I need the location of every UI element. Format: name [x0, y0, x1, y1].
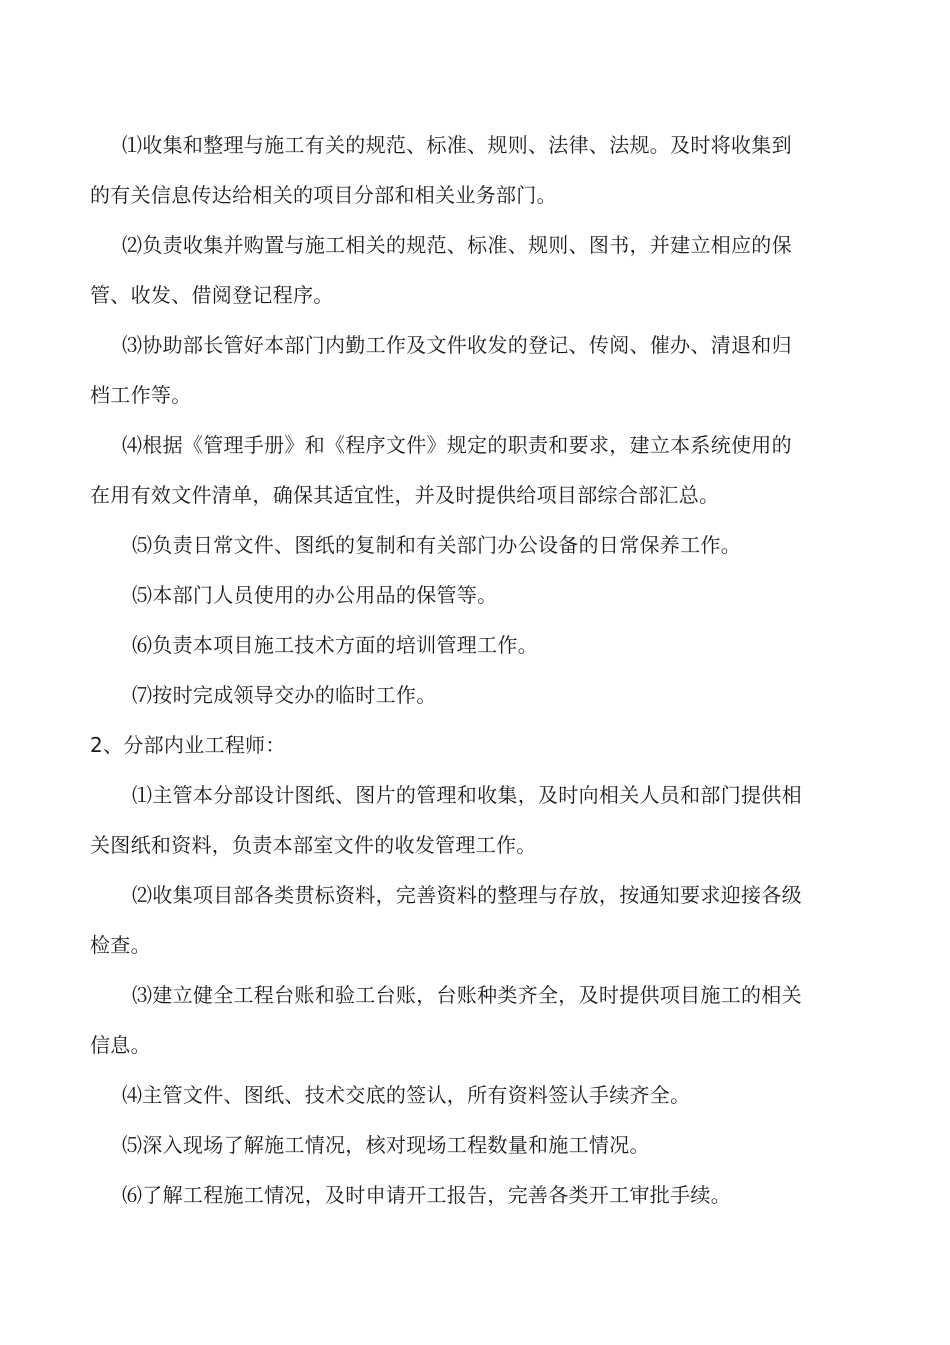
text-line: ⑵收集项目部各类贯标资料，完善资料的整理与存放，按通知要求迎接各级: [132, 883, 802, 907]
section-heading: 2、分部内业工程师：: [90, 733, 286, 757]
text-line: ⑴收集和整理与施工有关的规范、标准、规则、法律、法规。及时将收集到: [122, 133, 792, 157]
text-line: ⑶建立健全工程台账和验工台账，台账种类齐全，及时提供项目施工的相关: [132, 983, 802, 1007]
text-line: ⑷主管文件、图纸、技术交底的签认，所有资料签认手续齐全。: [122, 1083, 691, 1107]
text-line: ⑸本部门人员使用的办公用品的保管等。: [132, 583, 498, 607]
text-line: ⑶协助部长管好本部门内勤工作及文件收发的登记、传阅、催办、清退和归: [122, 333, 792, 357]
text-line: ⑺按时完成领导交办的临时工作。: [132, 683, 437, 707]
text-line: ⑴主管本分部设计图纸、图片的管理和收集，及时向相关人员和部门提供相: [132, 783, 802, 807]
text-line: ⑹了解工程施工情况，及时申请开工报告，完善各类开工审批手续。: [122, 1183, 731, 1207]
text-line: ⑸深入现场了解施工情况，核对现场工程数量和施工情况。: [122, 1133, 650, 1157]
text-line: ⑷根据《管理手册》和《程序文件》规定的职责和要求，建立本系统使用的: [122, 433, 792, 457]
text-line: 的有关信息传达给相关的项目分部和相关业务部门。: [90, 183, 557, 207]
text-line: 管、收发、借阅登记程序。: [90, 283, 334, 307]
text-line: ⑹负责本项目施工技术方面的培训管理工作。: [132, 633, 538, 657]
text-line: 关图纸和资料，负责本部室文件的收发管理工作。: [90, 833, 537, 857]
text-line: ⑸负责日常文件、图纸的复制和有关部门办公设备的日常保养工作。: [132, 533, 741, 557]
text-line: 档工作等。: [90, 383, 192, 407]
text-line: 检查。: [90, 933, 151, 957]
text-line: 信息。: [90, 1033, 151, 1057]
text-line: ⑵负责收集并购置与施工相关的规范、标准、规则、图书，并建立相应的保: [122, 233, 792, 257]
text-line: 在用有效文件清单，确保其适宜性，并及时提供给项目部综合部汇总。: [90, 483, 720, 507]
